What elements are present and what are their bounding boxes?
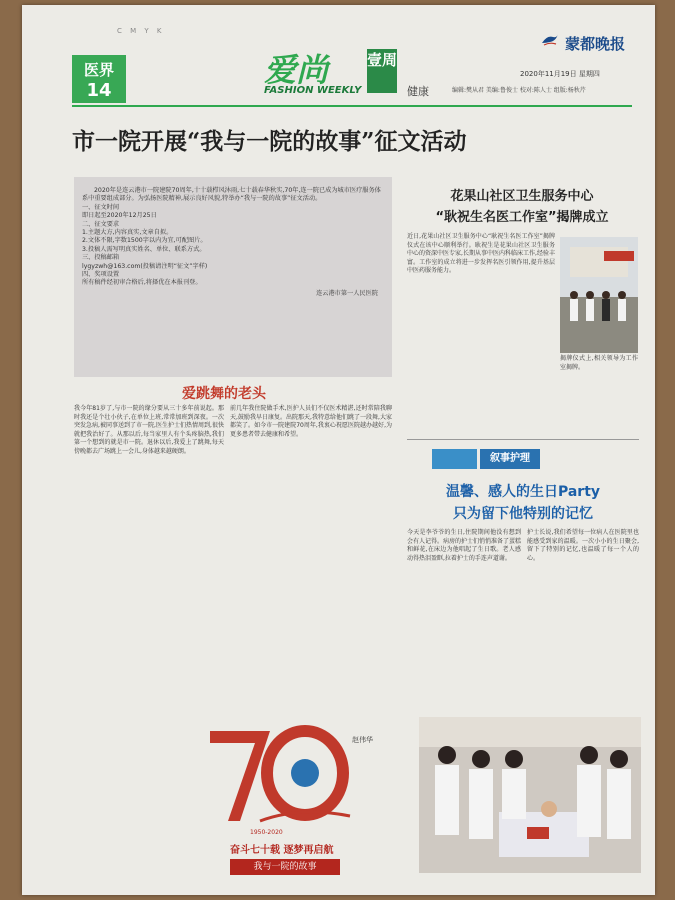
story-title: 爱跳舞的老头	[182, 386, 266, 402]
page-number: 14	[86, 80, 112, 101]
notice-line: 2.文体不限,字数1500字以内为宜,可配图片。	[82, 237, 207, 245]
birthday-party-photo-image	[419, 717, 641, 873]
news-text: 近日,花果山社区卫生服务中心“耿祝生名医工作室”揭牌仪式在该中心顺利举行。耿祝生是花果山社区卫生服务中心的资深中医专家,长期从事中医内科临床工作,经验丰富。工作室的成立将进一步发挥名医引领作用,提升基层中医药服务能力。	[407, 233, 555, 275]
story-column-2: 前几年我住院做手术,医护人员们不仅医术精湛,还时常陪我聊天,鼓励我早日康复。出院那天,我特意给他们跳了一段舞,大家都笑了。如今市一院建院70周年,我衷心祝愿医院越办越好,为更多患者带去健康和希望。	[230, 405, 392, 438]
notice-line: 四、奖项设置	[82, 271, 120, 279]
brand-subtitle: FASHION WEEKLY	[264, 85, 362, 96]
unveiling-photo	[560, 237, 638, 353]
notice-box	[74, 177, 392, 377]
anniversary-logo	[200, 721, 360, 891]
column-name: 健康	[407, 85, 429, 98]
brand-logo	[264, 45, 424, 105]
brand-title: 爱尚	[264, 51, 329, 89]
header-rule	[72, 105, 632, 107]
notice-line: 一、征文时间	[82, 203, 120, 211]
notice-line: 三、投稿邮箱	[82, 254, 120, 262]
column-tag	[432, 449, 542, 469]
notice-signature: 连云港市第一人民医院	[316, 289, 378, 297]
unveiling-photo-image	[560, 237, 638, 353]
bird-logo-icon	[541, 33, 559, 47]
seventy-emblem-icon	[200, 721, 360, 831]
notice-line: 即日起至2020年12月25日	[82, 212, 157, 220]
notice-line: lygyzwh@163.com(投稿请注明“征文”字样)	[82, 262, 208, 270]
story-author: 赵伟华	[352, 736, 373, 744]
brand-weekly-badge: 壹周	[367, 49, 397, 93]
feature-column-2: 护士长说,我们希望每一位病人在医院里也能感受到家的温暖。一次小小的生日聚会,留下了特别的记忆,也温暖了每一个人的心。	[527, 529, 639, 562]
news-text-continued: 揭牌仪式上,相关领导为工作室揭牌。	[560, 355, 638, 371]
editor-credits: 编辑:樊从君 美编:鲁俊士 校对:陈人士 组版:杨秋芹	[452, 87, 586, 94]
notice-line: 二、征文要求	[82, 220, 120, 228]
news-title-line-1: 花果山社区卫生服务中心	[450, 189, 594, 204]
feature-column-1: 今天是李爷爷的生日,住院期间他没有想到会有人记得。病房的护士们悄悄准备了蛋糕和鲜花,在床边为他唱起了生日歌。老人感动得热泪盈眶,拉着护士的手连声道谢。	[407, 529, 522, 562]
newspaper-page	[22, 5, 655, 895]
feature-headline	[407, 481, 639, 523]
anniversary-years: 1950-2020	[250, 829, 283, 836]
anniversary-banner: 我与一院的故事	[230, 859, 340, 875]
print-color-marks: C M Y K	[117, 27, 165, 35]
issue-date: 2020年11月19日 星期四	[520, 70, 600, 78]
news-title-line-2: “耿祝生名医工作室”揭牌成立	[435, 210, 609, 225]
news-headline	[407, 185, 637, 225]
page-header	[22, 5, 655, 115]
column-tag-label: 叙事护理	[480, 449, 540, 469]
anniversary-slogan: 奋斗七十载 逐梦再启航	[230, 845, 334, 856]
notice-intro: 2020年是连云港市一院建院70周年,十十载栉风沐雨,七十载春华秋实,70年,连一院已成为城市医疗服务体系中重要组成部分。为弘扬医院精神,展示良好风貌,特举办“我与一院的故事”征文活动。	[82, 187, 381, 203]
feature-title-line-2: 只为留下他特别的记忆	[453, 506, 593, 522]
feature-title-line-1: 温馨、感人的生日Party	[445, 484, 601, 500]
book-icon	[432, 449, 477, 469]
story-column-1: 我今年81岁了,与市一院的缘分要从三十多年前说起。那时我还是个壮小伙子,在单位上班,常常加班到深夜。一次突发急病,被同事送到了市一院,医生护士们热情周到,很快就把我治好了。从那以后,每当家里人有个头疼脑热,我们第一个想到的就是市一院。退休以后,我爱上了跳舞,每天傍晚都去广场跳上一会儿,身体越来越硬朗。	[74, 405, 224, 455]
page-headline: 市一院开展“我与一院的故事”征文活动	[72, 128, 467, 155]
notice-line: 3.投稿人需写明真实姓名、单位、联系方式。	[82, 245, 206, 253]
notice-line: 1.主题大方,内容真实,文章自拟。	[82, 229, 173, 237]
section-label	[72, 55, 126, 103]
masthead: 蒙都晚报	[564, 35, 625, 53]
section-name: 医界	[83, 61, 114, 79]
divider	[407, 439, 639, 440]
notice-line: 所有稿件经初审合格后,将择优在本报刊登。	[82, 279, 202, 287]
birthday-party-photo	[419, 717, 641, 873]
